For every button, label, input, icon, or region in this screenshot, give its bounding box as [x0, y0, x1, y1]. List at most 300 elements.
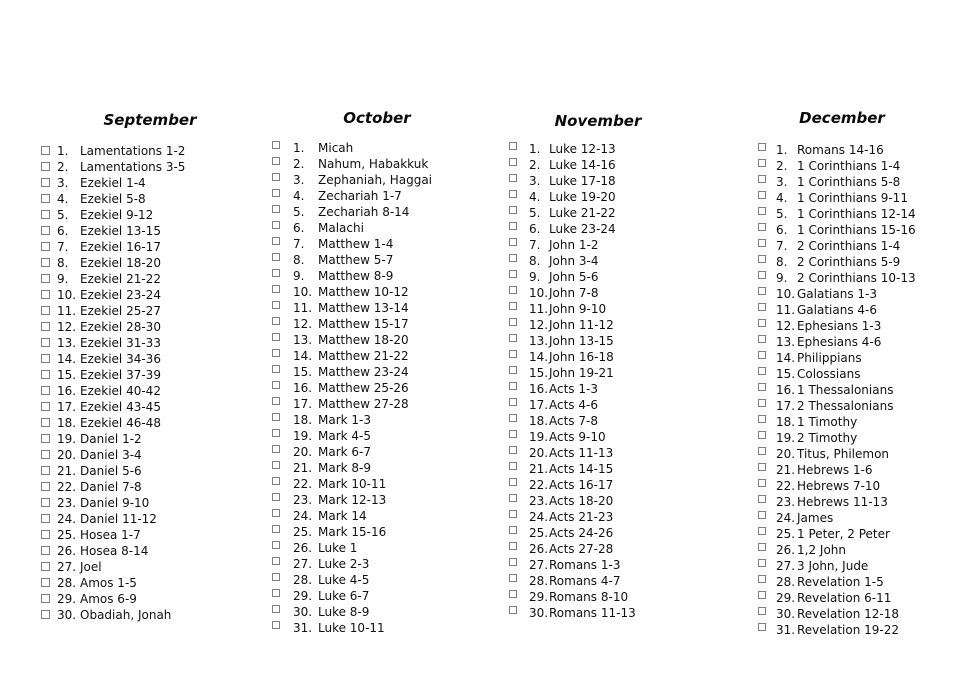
checkbox-icon[interactable]	[509, 574, 517, 582]
checkbox-icon[interactable]	[758, 239, 766, 247]
checkbox-icon[interactable]	[41, 610, 50, 619]
checkbox-icon[interactable]	[509, 142, 517, 150]
checkbox-icon[interactable]	[41, 466, 50, 475]
reading-label: 3 John, Jude	[797, 559, 869, 573]
reading-item	[509, 461, 636, 477]
day-number: 23.	[293, 493, 313, 507]
checkbox-icon[interactable]	[509, 526, 517, 534]
month-list	[272, 140, 432, 636]
day-number: 2.	[57, 160, 69, 174]
day-number: 24.	[57, 512, 77, 526]
checkbox-icon[interactable]	[272, 141, 280, 149]
checkbox-icon[interactable]	[41, 498, 50, 507]
reading-label: Luke 21-22	[549, 206, 616, 220]
checkbox-icon[interactable]	[272, 365, 280, 373]
day-number: 19.	[529, 430, 549, 444]
checkbox-icon[interactable]	[41, 178, 50, 187]
reading-label: John 3-4	[549, 254, 599, 268]
reading-label: Romans 8-10	[549, 590, 629, 604]
checkbox-icon[interactable]	[272, 173, 280, 181]
checkbox-icon[interactable]	[272, 445, 280, 453]
reading-item	[272, 604, 432, 620]
reading-item	[509, 413, 636, 429]
checkbox-icon[interactable]	[758, 319, 766, 327]
checkbox-icon[interactable]	[758, 431, 766, 439]
reading-label: Ezekiel 34-36	[80, 352, 161, 366]
reading-item	[758, 590, 916, 606]
reading-item	[41, 543, 185, 559]
reading-label: Mark 14	[318, 509, 367, 523]
checkbox-icon[interactable]	[272, 301, 280, 309]
reading-label: Ezekiel 23-24	[80, 288, 161, 302]
day-number: 21.	[57, 464, 77, 478]
day-number: 1.	[776, 143, 788, 157]
reading-item	[272, 252, 432, 268]
reading-item	[41, 271, 185, 287]
day-number: 14.	[293, 349, 313, 363]
checkbox-icon[interactable]	[41, 450, 50, 459]
reading-item	[758, 222, 916, 238]
reading-item	[41, 591, 185, 607]
reading-label: 1,2 John	[797, 543, 846, 557]
reading-label: Ezekiel 37-39	[80, 368, 161, 382]
checkbox-icon[interactable]	[509, 606, 517, 614]
reading-item	[758, 542, 916, 558]
checkbox-icon[interactable]	[272, 333, 280, 341]
reading-label: Galatians 4-6	[797, 303, 878, 317]
reading-item	[272, 524, 432, 540]
checkbox-icon[interactable]	[272, 573, 280, 581]
checkbox-icon[interactable]	[272, 221, 280, 229]
checkbox-icon[interactable]	[758, 543, 766, 551]
checkbox-icon[interactable]	[272, 237, 280, 245]
day-number: 4.	[293, 189, 305, 203]
day-number: 31.	[293, 621, 313, 635]
checkbox-icon[interactable]	[272, 349, 280, 357]
checkbox-icon[interactable]	[758, 367, 766, 375]
checkbox-icon[interactable]	[41, 434, 50, 443]
checkbox-icon[interactable]	[758, 511, 766, 519]
checkbox-icon[interactable]	[41, 482, 50, 491]
day-number: 2.	[776, 159, 788, 173]
reading-label: Ezekiel 5-8	[80, 192, 146, 206]
day-number: 9.	[57, 272, 69, 286]
reading-label: Romans 11-13	[549, 606, 636, 620]
reading-label: John 16-18	[549, 350, 614, 364]
reading-item	[758, 174, 916, 190]
reading-label: Daniel 11-12	[80, 512, 157, 526]
reading-label: 1 Corinthians 9-11	[797, 191, 908, 205]
reading-item	[758, 430, 916, 446]
day-number: 5.	[776, 207, 788, 221]
reading-item	[758, 446, 916, 462]
checkbox-icon[interactable]	[758, 383, 766, 391]
checkbox-icon[interactable]	[509, 350, 517, 358]
reading-item	[758, 558, 916, 574]
reading-label: Lamentations 1-2	[80, 144, 186, 158]
reading-item	[509, 493, 636, 509]
day-number: 2.	[529, 158, 541, 172]
reading-item	[272, 204, 432, 220]
reading-item	[272, 428, 432, 444]
reading-item	[509, 445, 636, 461]
reading-item	[41, 303, 185, 319]
checkbox-icon[interactable]	[509, 206, 517, 214]
day-number: 28.	[57, 576, 77, 590]
day-number: 4.	[529, 190, 541, 204]
reading-item	[758, 302, 916, 318]
day-number: 13.	[776, 335, 796, 349]
reading-label: Acts 9-10	[549, 430, 606, 444]
day-number: 10.	[776, 287, 796, 301]
checkbox-icon[interactable]	[272, 493, 280, 501]
day-number: 6.	[57, 224, 69, 238]
reading-item	[41, 495, 185, 511]
checkbox-icon[interactable]	[41, 370, 50, 379]
day-number: 10.	[57, 288, 77, 302]
checkbox-icon[interactable]	[41, 514, 50, 523]
checkbox-icon[interactable]	[758, 159, 766, 167]
day-number: 26.	[776, 543, 796, 557]
checkbox-icon[interactable]	[758, 335, 766, 343]
reading-item	[509, 477, 636, 493]
day-number: 25.	[57, 528, 77, 542]
checkbox-icon[interactable]	[272, 381, 280, 389]
checkbox-icon[interactable]	[758, 399, 766, 407]
day-number: 24.	[293, 509, 313, 523]
day-number: 1.	[293, 141, 305, 155]
reading-item	[758, 270, 916, 286]
checkbox-icon[interactable]	[758, 223, 766, 231]
checkbox-icon[interactable]	[41, 386, 50, 395]
reading-item	[758, 334, 916, 350]
checkbox-icon[interactable]	[272, 541, 280, 549]
reading-item	[758, 510, 916, 526]
checkbox-icon[interactable]	[41, 562, 50, 571]
reading-label: Colossians	[797, 367, 861, 381]
reading-item	[41, 479, 185, 495]
checkbox-icon[interactable]	[758, 575, 766, 583]
checkbox-icon[interactable]	[509, 494, 517, 502]
reading-item	[758, 478, 916, 494]
reading-label: Luke 23-24	[549, 222, 616, 236]
day-number: 3.	[529, 174, 541, 188]
checkbox-icon[interactable]	[272, 413, 280, 421]
reading-item	[272, 220, 432, 236]
reading-item	[758, 398, 916, 414]
checkbox-icon[interactable]	[41, 418, 50, 427]
checkbox-icon[interactable]	[758, 447, 766, 455]
checkbox-icon[interactable]	[758, 591, 766, 599]
day-number: 17.	[776, 399, 796, 413]
day-number: 17.	[57, 400, 77, 414]
checkbox-icon[interactable]	[758, 143, 766, 151]
checkbox-icon[interactable]	[509, 478, 517, 486]
reading-item	[509, 541, 636, 557]
day-number: 23.	[57, 496, 77, 510]
day-number: 13.	[529, 334, 549, 348]
day-number: 11.	[293, 301, 313, 315]
checkbox-icon[interactable]	[509, 462, 517, 470]
checkbox-icon[interactable]	[758, 463, 766, 471]
checkbox-icon[interactable]	[272, 525, 280, 533]
checkbox-icon[interactable]	[509, 398, 517, 406]
day-number: 17.	[293, 397, 313, 411]
checkbox-icon[interactable]	[272, 253, 280, 261]
checkbox-icon[interactable]	[272, 477, 280, 485]
checkbox-icon[interactable]	[272, 429, 280, 437]
reading-label: Micah	[318, 141, 354, 155]
reading-label: 1 Corinthians 5-8	[797, 175, 901, 189]
reading-item	[41, 367, 185, 383]
checkbox-icon[interactable]	[758, 303, 766, 311]
reading-label: Acts 21-23	[549, 510, 614, 524]
reading-item	[272, 508, 432, 524]
day-number: 7.	[776, 239, 788, 253]
reading-label: Matthew 27-28	[318, 397, 409, 411]
checkbox-icon[interactable]	[758, 287, 766, 295]
checkbox-icon[interactable]	[272, 269, 280, 277]
reading-label: Ezekiel 18-20	[80, 256, 161, 270]
checkbox-icon[interactable]	[41, 306, 50, 315]
checkbox-icon[interactable]	[509, 590, 517, 598]
day-number: 27.	[776, 559, 796, 573]
reading-label: John 19-21	[549, 366, 614, 380]
reading-label: 2 Thessalonians	[797, 399, 894, 413]
checkbox-icon[interactable]	[509, 558, 517, 566]
checkbox-icon[interactable]	[272, 557, 280, 565]
day-number: 23.	[529, 494, 549, 508]
checkbox-icon[interactable]	[272, 589, 280, 597]
reading-label: Ezekiel 9-12	[80, 208, 154, 222]
reading-item	[272, 412, 432, 428]
checkbox-icon[interactable]	[509, 366, 517, 374]
reading-label: 1 Corinthians 15-16	[797, 223, 916, 237]
reading-item	[509, 189, 636, 205]
checkbox-icon[interactable]	[41, 210, 50, 219]
reading-item	[758, 526, 916, 542]
checkbox-icon[interactable]	[509, 254, 517, 262]
day-number: 15.	[293, 365, 313, 379]
reading-item	[509, 605, 636, 621]
day-number: 28.	[776, 575, 796, 589]
checkbox-icon[interactable]	[41, 594, 50, 603]
checkbox-icon[interactable]	[758, 207, 766, 215]
reading-item	[272, 156, 432, 172]
checkbox-icon[interactable]	[509, 446, 517, 454]
day-number: 22.	[529, 478, 549, 492]
day-number: 5.	[529, 206, 541, 220]
checkbox-icon[interactable]	[509, 334, 517, 342]
checkbox-icon[interactable]	[41, 242, 50, 251]
checkbox-icon[interactable]	[41, 546, 50, 555]
reading-label: Revelation 12-18	[797, 607, 900, 621]
month-header: November	[554, 112, 642, 130]
reading-item	[509, 141, 636, 157]
reading-item	[41, 207, 185, 223]
day-number: 15.	[776, 367, 796, 381]
day-number: 19.	[776, 431, 796, 445]
reading-label: Mark 6-7	[318, 445, 372, 459]
reading-label: Acts 14-15	[549, 462, 614, 476]
reading-item	[272, 492, 432, 508]
reading-item	[758, 606, 916, 622]
checkbox-icon[interactable]	[509, 382, 517, 390]
reading-label: John 11-12	[549, 318, 614, 332]
day-number: 8.	[57, 256, 69, 270]
checkbox-icon[interactable]	[758, 559, 766, 567]
checkbox-icon[interactable]	[41, 226, 50, 235]
reading-item	[41, 159, 185, 175]
reading-item	[509, 221, 636, 237]
checkbox-icon[interactable]	[758, 415, 766, 423]
day-number: 27.	[57, 560, 77, 574]
day-number: 3.	[57, 176, 69, 190]
checkbox-icon[interactable]	[41, 194, 50, 203]
checkbox-icon[interactable]	[41, 162, 50, 171]
reading-label: Hebrews 1-6	[797, 463, 873, 477]
checkbox-icon[interactable]	[272, 461, 280, 469]
reading-item	[509, 173, 636, 189]
checkbox-icon[interactable]	[41, 338, 50, 347]
reading-item	[758, 494, 916, 510]
day-number: 24.	[776, 511, 796, 525]
reading-label: Joel	[80, 560, 102, 574]
reading-item	[509, 349, 636, 365]
month-header: October	[343, 109, 411, 127]
day-number: 27.	[293, 557, 313, 571]
day-number: 6.	[529, 222, 541, 236]
day-number: 5.	[293, 205, 305, 219]
reading-item	[509, 301, 636, 317]
reading-item	[41, 575, 185, 591]
day-number: 19.	[57, 432, 77, 446]
day-number: 20.	[529, 446, 549, 460]
checkbox-icon[interactable]	[272, 317, 280, 325]
checkbox-icon[interactable]	[509, 158, 517, 166]
checkbox-icon[interactable]	[758, 351, 766, 359]
checkbox-icon[interactable]	[758, 271, 766, 279]
day-number: 29.	[776, 591, 796, 605]
reading-item	[272, 572, 432, 588]
reading-label: Luke 4-5	[318, 573, 370, 587]
day-number: 12.	[776, 319, 796, 333]
reading-label: Matthew 13-14	[318, 301, 409, 315]
reading-label: Luke 1	[318, 541, 358, 555]
checkbox-icon[interactable]	[509, 510, 517, 518]
checkbox-icon[interactable]	[41, 402, 50, 411]
reading-label: Acts 16-17	[549, 478, 614, 492]
checkbox-icon[interactable]	[41, 146, 50, 155]
day-number: 28.	[293, 573, 313, 587]
reading-label: 1 Peter, 2 Peter	[797, 527, 890, 541]
reading-label: Luke 2-3	[318, 557, 370, 571]
checkbox-icon[interactable]	[509, 430, 517, 438]
checkbox-icon[interactable]	[509, 542, 517, 550]
reading-item	[41, 447, 185, 463]
reading-label: Matthew 23-24	[318, 365, 409, 379]
reading-item	[41, 191, 185, 207]
checkbox-icon[interactable]	[758, 191, 766, 199]
checkbox-icon[interactable]	[758, 623, 766, 631]
reading-label: 1 Timothy	[797, 415, 858, 429]
checkbox-icon[interactable]	[272, 397, 280, 405]
reading-item	[509, 397, 636, 413]
checkbox-icon[interactable]	[272, 157, 280, 165]
day-number: 11.	[57, 304, 77, 318]
checkbox-icon[interactable]	[758, 479, 766, 487]
reading-label: 2 Corinthians 10-13	[797, 271, 916, 285]
checkbox-icon[interactable]	[509, 318, 517, 326]
reading-label: Mark 1-3	[318, 413, 372, 427]
checkbox-icon[interactable]	[509, 414, 517, 422]
day-number: 18.	[529, 414, 549, 428]
checkbox-icon[interactable]	[41, 258, 50, 267]
reading-label: John 13-15	[549, 334, 614, 348]
checkbox-icon[interactable]	[758, 607, 766, 615]
day-number: 20.	[776, 447, 796, 461]
day-number: 25.	[293, 525, 313, 539]
reading-item	[509, 157, 636, 173]
checkbox-icon[interactable]	[41, 530, 50, 539]
checkbox-icon[interactable]	[272, 285, 280, 293]
checkbox-icon[interactable]	[509, 286, 517, 294]
reading-item	[272, 556, 432, 572]
checkbox-icon[interactable]	[758, 495, 766, 503]
reading-item	[509, 365, 636, 381]
day-number: 30.	[529, 606, 549, 620]
checkbox-icon[interactable]	[41, 354, 50, 363]
checkbox-icon[interactable]	[758, 255, 766, 263]
checkbox-icon[interactable]	[41, 578, 50, 587]
reading-label: Lamentations 3-5	[80, 160, 186, 174]
checkbox-icon[interactable]	[758, 527, 766, 535]
checkbox-icon[interactable]	[41, 274, 50, 283]
checkbox-icon[interactable]	[272, 189, 280, 197]
day-number: 8.	[293, 253, 305, 267]
day-number: 16.	[529, 382, 549, 396]
checkbox-icon[interactable]	[509, 302, 517, 310]
checkbox-icon[interactable]	[509, 270, 517, 278]
checkbox-icon[interactable]	[509, 174, 517, 182]
checkbox-icon[interactable]	[41, 290, 50, 299]
checkbox-icon[interactable]	[272, 621, 280, 629]
checkbox-icon[interactable]	[509, 238, 517, 246]
reading-item	[41, 511, 185, 527]
checkbox-icon[interactable]	[272, 605, 280, 613]
reading-item	[758, 366, 916, 382]
checkbox-icon[interactable]	[758, 175, 766, 183]
reading-item	[758, 254, 916, 270]
day-number: 30.	[776, 607, 796, 621]
reading-item	[41, 223, 185, 239]
checkbox-icon[interactable]	[272, 509, 280, 517]
reading-label: Zechariah 1-7	[318, 189, 402, 203]
checkbox-icon[interactable]	[509, 190, 517, 198]
reading-label: Daniel 7-8	[80, 480, 142, 494]
checkbox-icon[interactable]	[41, 322, 50, 331]
day-number: 18.	[57, 416, 77, 430]
checkbox-icon[interactable]	[272, 205, 280, 213]
reading-item	[509, 333, 636, 349]
reading-label: Philippians	[797, 351, 862, 365]
reading-label: Amos 1-5	[80, 576, 137, 590]
checkbox-icon[interactable]	[509, 222, 517, 230]
reading-label: Daniel 9-10	[80, 496, 150, 510]
reading-label: Acts 18-20	[549, 494, 614, 508]
day-number: 16.	[57, 384, 77, 398]
day-number: 30.	[293, 605, 313, 619]
